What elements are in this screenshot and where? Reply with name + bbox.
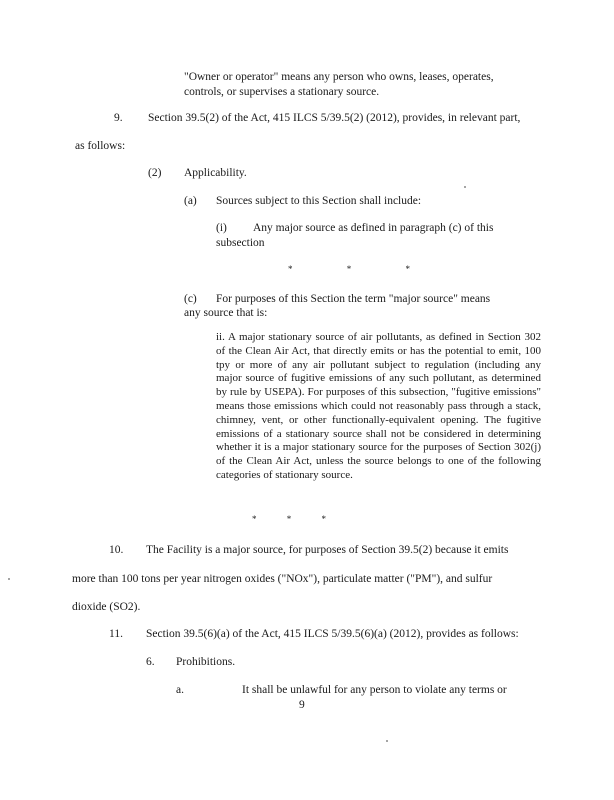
scan-speck [464,186,466,188]
subsection-c-label: (c) [184,293,197,305]
subsection-c-text: For purposes of this Section the term "major source" means [216,293,491,305]
owner-definition-line2: controls, or supervises a stationary source. [184,86,380,98]
applicability-title: Applicability. [184,167,247,179]
subsection-i-text: Any major source as defined in paragraph (c) of this [253,222,494,234]
scan-speck [386,740,388,742]
subsection-i-label: (i) [216,222,227,234]
item-a-label: a. [176,684,184,696]
prohibitions-title: Prohibitions. [176,656,236,668]
paragraph-9-text: Section 39.5(2) of the Act, 415 ILCS 5/39.5(2) (2012), provides, in relevant part, [148,112,521,124]
paragraph-9-number: 9. [114,112,123,124]
paragraph-9-continuation: as follows: [75,140,126,152]
ellipsis-asterisks-2: * * * [252,514,326,524]
page-number: 9 [299,699,305,711]
subsection-a-label: (a) [184,195,197,207]
paragraph-10-line3: dioxide (SO2). [72,601,141,613]
paragraph-11-text: Section 39.5(6)(a) of the Act, 415 ILCS 5/39.5(6)(a) (2012), provides as follows: [146,628,519,640]
subsection-c-continuation: any source that is: [184,307,268,319]
prohibitions-label: 6. [146,656,155,668]
paragraph-10-number: 10. [109,544,124,556]
item-a-text: It shall be unlawful for any person to violate any terms or [242,684,507,696]
owner-definition-line1: "Owner or operator" means any person who owns, leases, operates, [184,71,494,83]
paragraph-11-number: 11. [109,628,123,640]
paragraph-10-text: The Facility is a major source, for purposes of Section 39.5(2) because it emits [146,544,509,556]
applicability-label: (2) [148,167,162,179]
subsection-i-continuation: subsection [216,237,265,249]
subsection-a-text: Sources subject to this Section shall include: [216,195,422,207]
ellipsis-asterisks-1: * * * [288,264,410,274]
subsection-ii-paragraph: ii. A major stationary source of air pollutants, as defined in Section 302 of the Clean Air Act, that directly emits or has the potential to emit, 100 tpy or more of any air pollutant subject to regulation (including any major source of fugitive emissions of any such pollutant, as determined by rule by USEPA). For purposes of this subsection, "fugitive emissions" means those emissions which could not reasonably pass through a stack, chimney, vent, or other functionally-equivalent opening. The fugitive emissions of a stationary source shall not be considered in determining whether it is a major stationary source for the purposes of Section 302(j) of the Clean Air Act, unless the source belongs to one of the following categories of stationary source. [216,331,541,481]
paragraph-10-line2: more than 100 tons per year nitrogen oxides ("NOx"), particulate matter ("PM"), and sulfur [72,573,493,585]
scan-speck [8,578,10,580]
